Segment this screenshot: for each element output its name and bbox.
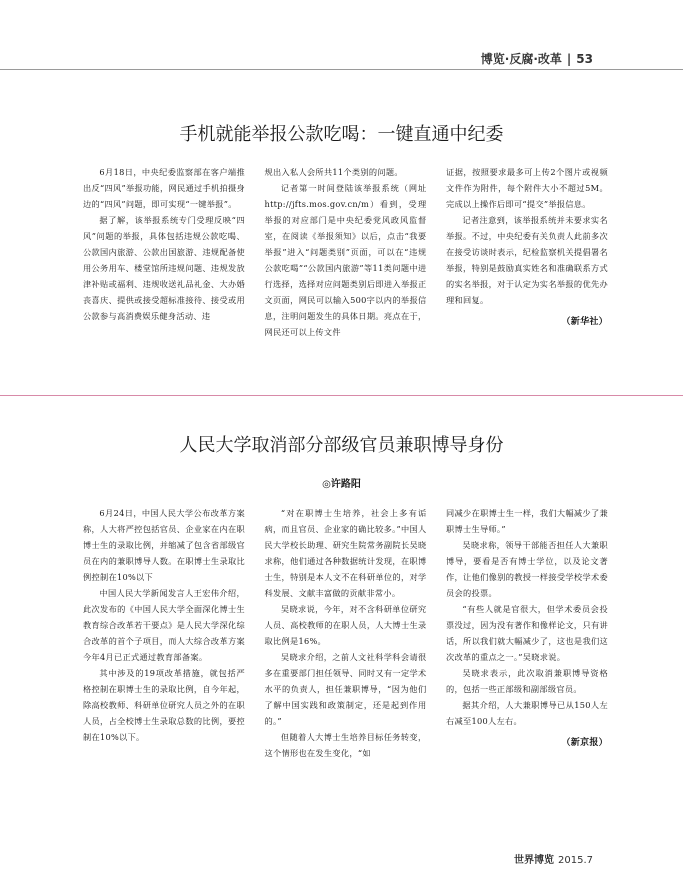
paragraph: 证据，按照要求最多可上传2个图片或视频文件作为附件，每个附件大小不超过5M。完成以上操作后即可“提交”举报信息。	[446, 167, 608, 209]
article2-column-3	[446, 505, 608, 761]
paragraph: 但随着人大博士生培养目标任务转变，这个情形也在发生变化，“如	[264, 732, 427, 758]
paragraph: 吴晓求表示，此次取消兼职博导资格的，包括一些正部级和副部级官员。	[446, 668, 608, 694]
article2-column-2	[265, 505, 427, 761]
magazine-logo: 世界博览	[514, 855, 554, 866]
paragraph: 中国人民大学新闻发言人王宏伟介绍，此次发布的《中国人民大学全面深化博士生教育综合改革若干要点》是人民大学深化综合改革的首个子项目，而人大综合改革方案今年4月已正式通过教育部备案。	[83, 588, 245, 662]
article-divider	[0, 395, 683, 396]
article1-source: （新华社）	[561, 317, 608, 327]
issue-number: 2015.7	[558, 855, 593, 866]
article2-author: ◎许路阳	[322, 479, 361, 490]
paragraph: 吴晓求说，今年，对不含科研单位研究人员、高校教师的在职人员，人大博士生录取比例是16%。	[264, 604, 427, 646]
paragraph: 据其介绍，人大兼职博导已从150人左右减至100人左右。	[446, 700, 608, 726]
article2-source: （新京报）	[561, 738, 608, 748]
paragraph: 据了解，该举报系统专门受理反映“四风”问题的举报，具体包括违规公款吃喝、公款国内旅游、公款出国旅游、违规配备使用公务用车、楼堂馆所违规问题、违规发放津补贴或福利、违规收送礼品礼金、大办婚丧喜庆、提供或接受超标准接待、接受或用公款参与高消费娱乐健身活动、违	[83, 215, 245, 321]
paragraph: “有些人就是官很大，但学术委员会投票没过，因为没有著作和像样论文，只有讲话，所以我们就大幅减少了，这也是我们这次改革的重点之一。”吴晓求说。	[446, 604, 608, 662]
article1-column-1	[83, 164, 245, 340]
paragraph: 吴晓求介绍，之前人文社科学科会请很多在重要部门担任领导、同时又有一定学术水平的负责人，担任兼职博导，“因为他们了解中国实践和政策制定，还是起到作用的。”	[264, 652, 427, 726]
article1-column-2	[265, 164, 427, 340]
paragraph: 记者第一时间登陆该举报系统（网址http://jfts.mos.gov.cn/m）看到，受理举报的对应部门是中央纪委党风政风监督室，在阅读《举报须知》以后，点击“我要举报”进入“问题类别”页面，可以在“违规公款吃喝”“公款国内旅游”等11类问题中进行选择，选择对应问题类别后即进入举报正文页面，网民可以输入500字以内的举报信息，注明问题发生的具体日期。亮点在于，网民还可以上传文件	[264, 183, 427, 337]
paragraph: 记者注意到，该举报系统并未要求实名举报。不过，中央纪委有关负责人此前多次在接受访谈时表示，纪检监察机关提倡署名举报，特别是鼓励真实姓名和准确联系方式的实名举报，对于认定为实名举报的优先办理和回复。	[446, 215, 608, 305]
page-footer	[514, 851, 593, 866]
section-name: 博览·反腐·改革	[480, 52, 562, 66]
article1-column-3	[446, 164, 608, 340]
paragraph: “对在职博士生培养，社会上多有诟病，而且官员、企业家的确比较多。”中国人民大学校长助理、研究生院常务副院长吴晓求称，他们通过各种数据统计发现，在职博士生，特别是本人文不在科研单位的，对学科发展、文献丰富做的贡献非常小。	[264, 508, 427, 598]
paragraph: 规出入私人会所共11个类别的问题。	[264, 167, 403, 177]
article1-title: 手机就能举报公款吃喝：一键直通中纪委	[179, 124, 504, 145]
paragraph: 吴晓求称，领导干部能否担任人大兼职博导，要看是否有博士学位，以及论文著作，让他们像别的教授一样接受学校学术委员会的投票。	[446, 540, 608, 598]
page-header	[481, 50, 593, 67]
header-separator: |	[566, 52, 572, 66]
article2-column-1	[83, 505, 245, 761]
paragraph: 同减少在职博士生一样，我们大幅减少了兼职博士生导师。”	[446, 508, 608, 534]
article2-title: 人民大学取消部分部级官员兼职博导身份	[179, 435, 504, 456]
paragraph: 6月24日，中国人民大学公布改革方案称，人大将严控包括官员、企业家在内在职博士生的录取比例，并缩减了包含省部级官员在内的兼职博导人数。在职博士生录取比例控制在10%以下	[83, 508, 245, 582]
article1-body	[83, 164, 608, 340]
page-number: 53	[576, 52, 593, 66]
paragraph: 其中涉及的19项改革措施，就包括严格控制在职博士生的录取比例，自今年起，除高校教师、科研单位研究人员之外的在职人员，占全校博士生录取总数的比例，要控制在10%以下。	[83, 668, 245, 742]
article2-body	[83, 505, 608, 761]
paragraph: 6月18日，中央纪委监察部在客户端推出反“四风”举报功能，网民通过手机拍摄身边的“四风”问题，即可实现“一键举报”。	[83, 167, 245, 209]
header-rule	[0, 69, 683, 70]
